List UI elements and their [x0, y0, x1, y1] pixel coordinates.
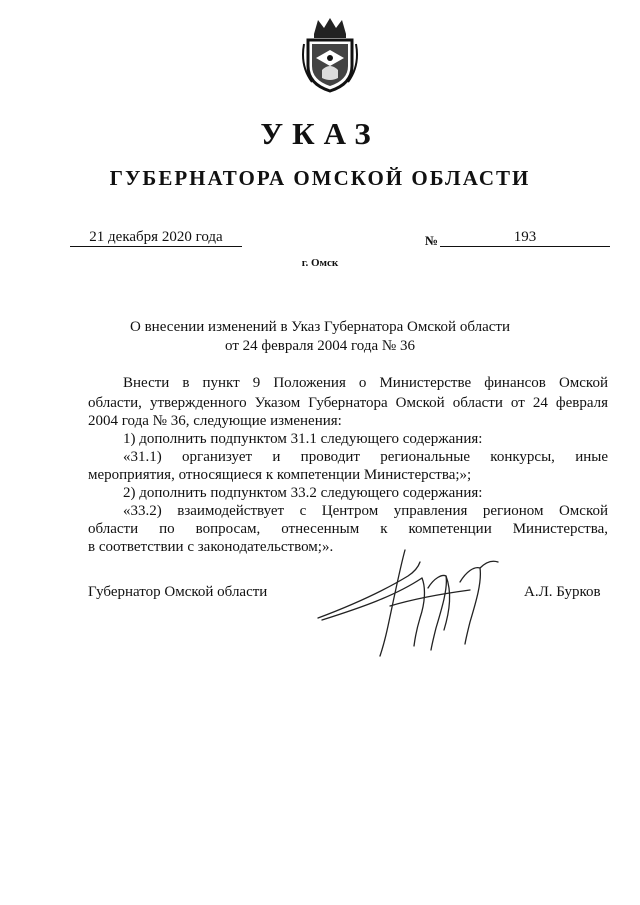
document-heading	[0, 318, 640, 356]
signature-icon	[310, 548, 520, 658]
heading-line-2: от 24 февраля 2004 года № 36	[225, 338, 415, 354]
item-2: 2) дополнить подпунктом 33.2 следующего содержания:	[123, 485, 483, 501]
document-place: г. Омск	[301, 257, 339, 269]
document-number: 193	[440, 229, 610, 247]
document-title: УКАЗ	[260, 116, 380, 151]
item-1-quote-line-1: «31.1) организует и проводит региональные конкурсы, иные	[123, 449, 608, 465]
body-paragraph-1-line-2: области, утвержденного Указом Губернатора Омской области от 24 февраля	[88, 395, 608, 411]
body-paragraph-1-line-3: 2004 года № 36, следующие изменения:	[88, 413, 342, 429]
number-label: №	[425, 233, 439, 248]
item-2-quote-line-2: области по вопросам, отнесенным к компетенции Министерства,	[88, 521, 608, 537]
heading-line-1: О внесении изменений в Указ Губернатора Омской области	[130, 319, 510, 335]
item-2-quote-line-1: «33.2) взаимодействует с Центром управления регионом Омской	[123, 503, 608, 519]
coat-of-arms-icon	[300, 14, 360, 94]
item-1: 1) дополнить подпунктом 31.1 следующего содержания:	[123, 431, 483, 447]
document-subtitle: ГУБЕРНАТОРА ОМСКОЙ ОБЛАСТИ	[109, 166, 531, 190]
body-paragraph-1-line-1: Внести в пункт 9 Положения о Министерстве финансов Омской	[123, 375, 608, 391]
item-1-quote-line-2: мероприятия, относящиеся к компетенции Министерства;»;	[88, 467, 472, 483]
item-2-quote-line-3: в соответствии с законодательством;».	[88, 539, 334, 555]
signer-name: А.Л. Бурков	[524, 584, 601, 600]
signer-title: Губернатор Омской области	[88, 584, 268, 600]
document-date: 21 декабря 2020 года	[70, 229, 242, 247]
